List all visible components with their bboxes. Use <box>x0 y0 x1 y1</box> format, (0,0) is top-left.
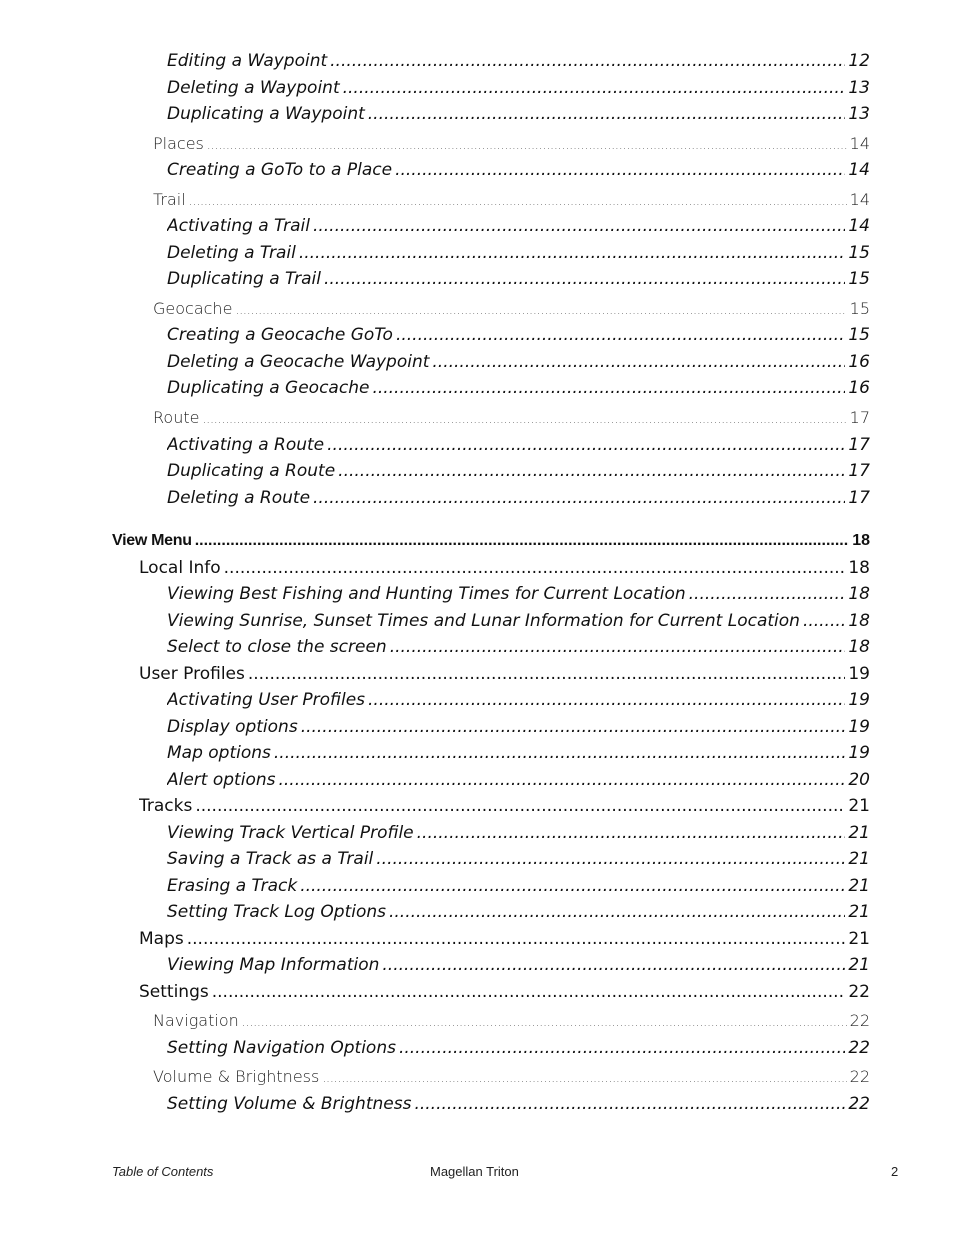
toc-entry[interactable] <box>153 133 870 156</box>
toc-entry-page: 12 <box>848 51 870 71</box>
toc-entry-title: Viewing Sunrise, Sunset Times and Lunar Information for Current Location <box>167 611 800 631</box>
toc-entry-title: Places <box>153 134 204 153</box>
toc-dot-leader <box>390 636 846 658</box>
toc-entry[interactable] <box>167 848 870 870</box>
toc-dot-leader <box>330 50 845 72</box>
toc-entry-title: Setting Track Log Options <box>167 902 386 922</box>
toc-entry-title: Viewing Track Vertical Profile <box>167 823 414 843</box>
toc-entry[interactable] <box>167 460 870 482</box>
toc-entry-title: Geocache <box>153 299 233 318</box>
toc-entry-page: 14 <box>849 134 870 153</box>
toc-dot-leader <box>322 1067 846 1089</box>
toc-entry-page: 21 <box>848 929 870 949</box>
toc-entry[interactable] <box>139 663 870 685</box>
toc-entry[interactable] <box>153 1010 870 1033</box>
toc-dot-leader <box>224 557 846 579</box>
toc-entry[interactable] <box>167 954 870 976</box>
toc-entry-title: Deleting a Trail <box>167 243 296 263</box>
toc-entry[interactable] <box>139 795 870 817</box>
toc-dot-leader <box>372 377 845 399</box>
toc-entry-page: 18 <box>848 611 870 631</box>
toc-entry-title: Setting Navigation Options <box>167 1038 396 1058</box>
toc-entry-title: Alert options <box>167 770 276 790</box>
toc-entry-title: Select to close the screen <box>167 637 387 657</box>
toc-dot-leader <box>187 928 846 950</box>
toc-entry-title: Settings <box>139 982 209 1002</box>
toc-entry[interactable] <box>167 875 870 897</box>
toc-entry[interactable] <box>167 434 870 456</box>
toc-entry-page: 15 <box>849 299 870 318</box>
toc-entry[interactable] <box>167 689 870 711</box>
toc-entry[interactable] <box>167 268 870 290</box>
toc-entry-title: Volume & Brightness <box>153 1067 320 1086</box>
toc-dot-leader <box>399 1037 845 1059</box>
toc-entry[interactable] <box>167 901 870 923</box>
toc-entry-title: Display options <box>167 717 298 737</box>
toc-dot-leader <box>368 103 846 125</box>
toc-entry-page: 14 <box>848 216 870 236</box>
toc-entry[interactable] <box>167 50 870 72</box>
toc-entry-page: 14 <box>848 160 870 180</box>
footer-section-title: Table of Contents <box>112 1164 214 1179</box>
toc-dot-leader <box>396 324 845 346</box>
toc-entry[interactable] <box>167 1037 870 1059</box>
toc-entry[interactable] <box>167 215 870 237</box>
toc-dot-leader <box>300 875 845 897</box>
toc-entry-title: Editing a Waypoint <box>167 51 328 71</box>
toc-entry[interactable] <box>153 189 870 212</box>
toc-entry-title: Deleting a Route <box>167 488 311 508</box>
toc-entry-page: 17 <box>848 461 870 481</box>
toc-entry-page: 21 <box>848 902 870 922</box>
toc-entry[interactable] <box>167 77 870 99</box>
toc-entry[interactable] <box>167 610 870 632</box>
toc-entry-page: 18 <box>848 558 870 578</box>
toc-entry[interactable] <box>153 298 870 321</box>
toc-entry-page: 22 <box>849 1067 870 1086</box>
toc-entry[interactable] <box>167 242 870 264</box>
toc-dot-leader <box>395 159 845 181</box>
toc-dot-leader <box>202 408 846 430</box>
toc-entry-page: 17 <box>848 488 870 508</box>
toc-dot-leader <box>382 954 845 976</box>
toc-dot-leader <box>278 769 845 791</box>
toc-entry-title: Activating a Trail <box>167 216 310 236</box>
toc-entry-page: 20 <box>848 770 870 790</box>
toc-entry[interactable] <box>167 103 870 125</box>
toc-entry[interactable] <box>112 530 870 552</box>
toc-entry-title: Maps <box>139 929 184 949</box>
toc-entry-page: 19 <box>848 743 870 763</box>
toc-entry-page: 19 <box>848 690 870 710</box>
toc-entry-page: 15 <box>848 325 870 345</box>
toc-entry-page: 16 <box>848 378 870 398</box>
toc-entry-page: 22 <box>848 982 870 1002</box>
toc-entry-page: 17 <box>849 408 870 427</box>
toc-dot-leader <box>189 190 847 212</box>
toc-dot-leader <box>689 583 846 605</box>
toc-entry-title: Duplicating a Trail <box>167 269 321 289</box>
toc-entry-page: 13 <box>848 78 870 98</box>
toc-entry-title: Route <box>153 408 200 427</box>
toc-entry-title: Map options <box>167 743 271 763</box>
toc-entry[interactable] <box>167 716 870 738</box>
toc-entry-title: Erasing a Track <box>167 876 298 896</box>
toc-entry-page: 19 <box>848 717 870 737</box>
toc-entry-page: 16 <box>848 352 870 372</box>
toc-dot-leader <box>301 716 846 738</box>
toc-entry-title: Saving a Track as a Trail <box>167 849 374 869</box>
toc-dot-leader <box>324 268 845 290</box>
toc-dot-leader <box>299 242 846 264</box>
toc-dot-leader <box>195 530 850 552</box>
toc-entry[interactable] <box>167 769 870 791</box>
toc-entry-title: Creating a Geocache GoTo <box>167 325 393 345</box>
toc-dot-leader <box>414 1093 845 1115</box>
toc-entry[interactable] <box>139 928 870 950</box>
toc-entry-title: Viewing Best Fishing and Hunting Times for Current Location <box>167 584 686 604</box>
toc-dot-leader <box>207 134 847 156</box>
toc-entry[interactable] <box>167 636 870 658</box>
toc-entry-page: 17 <box>848 435 870 455</box>
toc-entry[interactable] <box>167 159 870 181</box>
toc-dot-leader <box>368 689 845 711</box>
toc-dot-leader <box>389 901 845 923</box>
toc-entry[interactable] <box>167 1093 870 1115</box>
toc-entry-title: Duplicating a Geocache <box>167 378 370 398</box>
toc-dot-leader <box>274 742 845 764</box>
toc-dot-leader <box>195 795 845 817</box>
toc-entry-page: 18 <box>848 637 870 657</box>
toc-entry-title: Viewing Map Information <box>167 955 380 975</box>
toc-dot-leader <box>417 822 846 844</box>
toc-entry[interactable] <box>153 407 870 430</box>
toc-dot-leader <box>313 487 845 509</box>
toc-entry-title: Duplicating a Route <box>167 461 336 481</box>
toc-entry-title: Deleting a Waypoint <box>167 78 340 98</box>
toc-entry-page: 22 <box>849 1011 870 1030</box>
footer-page-number: 2 <box>891 1164 899 1179</box>
toc-entry[interactable] <box>167 583 870 605</box>
toc-entry-page: 21 <box>848 823 870 843</box>
toc-entry-title: Activating a Route <box>167 435 325 455</box>
toc-entry-page: 19 <box>848 664 870 684</box>
toc-entry-page: 21 <box>848 796 870 816</box>
toc-entry-title: View Menu <box>112 532 192 549</box>
toc-dot-leader <box>248 663 845 685</box>
toc-dot-leader <box>242 1011 847 1033</box>
toc-entry-page: 15 <box>848 243 870 263</box>
toc-entry-page: 22 <box>848 1038 870 1058</box>
toc-entry-title: User Profiles <box>139 664 245 684</box>
toc-entry-page: 15 <box>848 269 870 289</box>
toc-entry[interactable] <box>167 377 870 399</box>
toc-entry-title: Trail <box>153 190 186 209</box>
toc-entry-page: 18 <box>852 532 870 549</box>
toc-entry-page: 21 <box>848 849 870 869</box>
toc-dot-leader <box>803 610 845 632</box>
toc-dot-leader <box>313 215 845 237</box>
toc-entry-title: Creating a GoTo to a Place <box>167 160 393 180</box>
toc-dot-leader <box>235 299 846 321</box>
toc-entry-title: Deleting a Geocache Waypoint <box>167 352 430 372</box>
toc-entry[interactable] <box>139 981 870 1003</box>
toc-entry-page: 13 <box>848 104 870 124</box>
toc-entry[interactable] <box>167 487 870 509</box>
toc-dot-leader <box>432 351 845 373</box>
footer-product-name: Magellan Triton <box>430 1164 519 1179</box>
toc-entry-page: 21 <box>848 955 870 975</box>
toc-dot-leader <box>327 434 845 456</box>
toc-dot-leader <box>338 460 845 482</box>
toc-entry[interactable] <box>167 822 870 844</box>
toc-entry[interactable] <box>167 742 870 764</box>
toc-entry[interactable] <box>139 557 870 579</box>
toc-entry-title: Tracks <box>139 796 193 816</box>
toc-entry-title: Duplicating a Waypoint <box>167 104 365 124</box>
toc-entry-title: Setting Volume & Brightness <box>167 1094 412 1114</box>
toc-dot-leader <box>376 848 845 870</box>
toc-entry[interactable] <box>167 324 870 346</box>
toc-entry[interactable] <box>167 351 870 373</box>
toc-dot-leader <box>212 981 846 1003</box>
toc-entry-page: 18 <box>848 584 870 604</box>
toc-entry-title: Activating User Profiles <box>167 690 366 710</box>
toc-entry[interactable] <box>153 1066 870 1089</box>
toc-entry-page: 14 <box>849 190 870 209</box>
toc-entry-page: 22 <box>848 1094 870 1114</box>
toc-dot-leader <box>343 77 846 99</box>
toc-entry-title: Navigation <box>153 1011 239 1030</box>
toc-entry-page: 21 <box>848 876 870 896</box>
toc-entry-title: Local Info <box>139 558 221 578</box>
